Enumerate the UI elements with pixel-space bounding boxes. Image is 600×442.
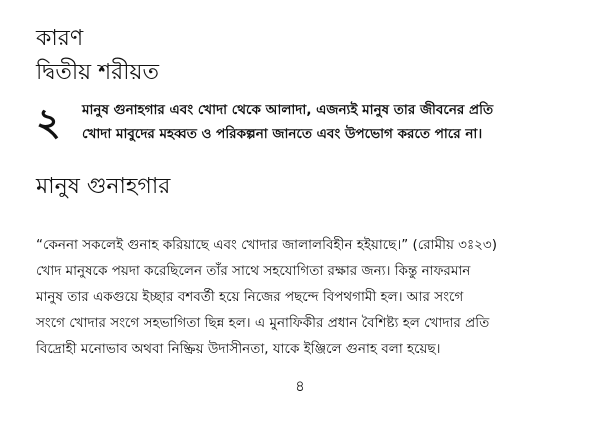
law-heading: দ্বিতীয় শরীয়ত [36, 60, 160, 85]
section-title: মানুষ গুনাহগার [36, 174, 171, 199]
body-line: “কেননা সকলেই গুনাহ করিয়াছে এবং খোদার জালালবিহীন হইয়াছে।” (রোমীয় ৩ঃ২৩) [36, 237, 497, 253]
body-line: সংগে খোদার সংগে সহভাগিতা ছিন্ন হল। এ মুনাফিকীর প্রধান বৈশিষ্ট্য হল খোদার প্রতি [36, 315, 490, 331]
body-paragraph [36, 232, 576, 362]
law-statement-line: মানুষ গুনাহগার এবং খোদা থেকে আলাদা, এজন্যই মানুষ তার জীবনের প্রতি [82, 102, 494, 118]
chapter-heading: কারণ [36, 26, 84, 51]
page-number: ৪ [295, 377, 305, 395]
law-statement [82, 98, 582, 146]
law-number: ২ [36, 100, 61, 144]
body-line: খোদ মানুষকে পয়দা করেছিলেন তাঁর সাথে সহযোগিতা রক্ষার জন্য। কিন্তু নাফরমান [36, 263, 471, 279]
law-statement-line: খোদা মাবুদের মহব্বত ও পরিকল্পনা জানতে এবং উপভোগ করতে পারে না। [82, 126, 483, 142]
body-line: বিদ্রোহী মনোভাব অথবা নিষ্ক্রিয় উদাসীনতা, যাকে ইঞ্জিলে গুনাহ বলা হয়েছ। [36, 341, 441, 357]
body-line: মানুষ তার একগুয়ে ইচ্ছার বশবর্তী হয়ে নিজের পছন্দে বিপথগামী হল। আর সংগে [36, 289, 464, 305]
